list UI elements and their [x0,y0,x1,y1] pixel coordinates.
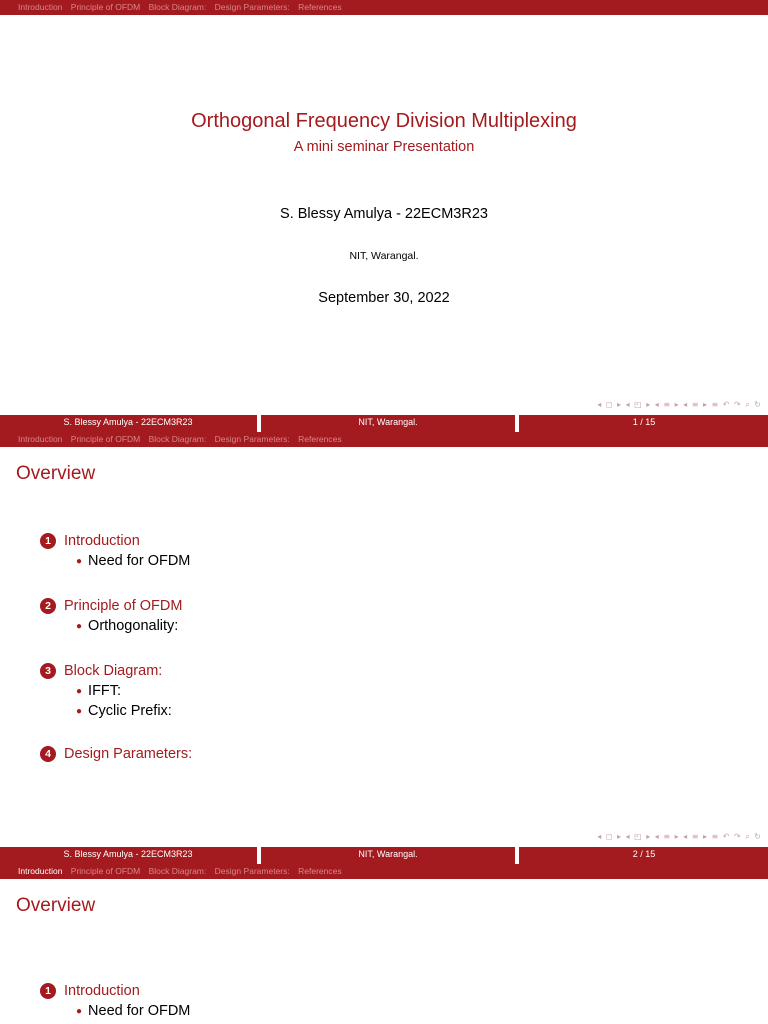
title-block [0,110,768,306]
nav-principle-of-ofdm[interactable]: Principle of OFDM [70,434,141,444]
nav-design-parameters[interactable]: Design Parameters: [214,2,290,12]
title-slide [0,0,768,432]
toc-section[interactable] [40,745,192,764]
toc-subsection[interactable] [76,681,192,701]
slide-footer [0,415,768,432]
nav-introduction[interactable]: Introduction [18,434,63,444]
section-navbar [0,432,768,447]
footer-page-number: 2 / 15 [632,849,656,859]
toc-section[interactable] [40,597,192,616]
nav-principle-of-ofdm[interactable]: Principle of OFDM [70,866,141,876]
presentation-title: Orthogonal Frequency Division Multiplexing [191,110,577,132]
table-of-contents [40,532,192,764]
nav-block-diagram[interactable]: Block Diagram: [148,434,207,444]
toc-subsection-label: IFFT: [88,683,122,699]
bullet-icon: ● [76,1006,83,1017]
beamer-navigation-icons[interactable]: ◂ ◻ ▸ ◂ ◰ ▸ ◂ ≡ ▸ ◂ ≡ ▸ ≡ ↶ ↷ ⌕ ↻ [597,400,762,409]
nav-references[interactable]: References [298,866,342,876]
frame-title: Overview [16,895,96,916]
toc-section-label: Principle of OFDM [64,598,183,614]
frame-title: Overview [16,463,96,484]
overview-slide [0,432,768,864]
bullet-icon: ● [76,686,83,697]
nav-block-diagram[interactable]: Block Diagram: [148,866,207,876]
toc-subsection[interactable] [76,701,192,721]
footer-author: S. Blessy Amulya - 22ECM3R23 [63,417,193,427]
footer-divider [515,847,519,864]
toc-section[interactable] [40,982,190,1001]
overview-slide-partial [0,864,768,1024]
toc-subsection-label: Cyclic Prefix: [88,703,172,719]
presentation-subtitle: A mini seminar Presentation [293,139,475,155]
section-navbar [0,0,768,15]
bullet-icon: ● [76,556,83,567]
toc-subsection-label: Need for OFDM [88,553,191,569]
section-navbar [0,864,768,879]
toc-section-label: Introduction [64,983,140,999]
toc-subsection[interactable] [76,551,192,571]
toc-subsection[interactable] [76,616,192,636]
nav-references[interactable]: References [298,2,342,12]
footer-institute: NIT, Warangal. [358,417,418,427]
toc-subsection-label: Need for OFDM [88,1003,191,1019]
bullet-icon: ● [76,621,83,632]
nav-references[interactable]: References [298,434,342,444]
section-number-badge: 1 [40,533,56,549]
nav-introduction[interactable]: Introduction [18,866,63,876]
table-of-contents [40,982,190,1021]
presentation-date: September 30, 2022 [318,290,450,306]
author-name: S. Blessy Amulya - 22ECM3R23 [280,206,488,222]
toc-section-label: Block Diagram: [64,663,163,679]
toc-subsection-label: Orthogonality: [88,618,179,634]
toc-section-label: Introduction [64,533,140,549]
toc-section[interactable] [40,532,192,551]
section-number-badge: 1 [40,983,56,999]
nav-design-parameters[interactable]: Design Parameters: [214,866,290,876]
footer-divider [515,415,519,432]
section-number-badge: 3 [40,663,56,679]
toc-section[interactable] [40,662,192,681]
section-number-badge: 2 [40,598,56,614]
footer-author: S. Blessy Amulya - 22ECM3R23 [63,849,193,859]
footer-page-number: 1 / 15 [632,417,656,427]
nav-block-diagram[interactable]: Block Diagram: [148,2,207,12]
bullet-icon: ● [76,706,83,717]
nav-principle-of-ofdm[interactable]: Principle of OFDM [70,2,141,12]
slide-footer [0,847,768,864]
section-number-badge: 4 [40,746,56,762]
nav-design-parameters[interactable]: Design Parameters: [214,434,290,444]
nav-introduction[interactable]: Introduction [18,2,63,12]
beamer-navigation-icons[interactable]: ◂ ◻ ▸ ◂ ◰ ▸ ◂ ≡ ▸ ◂ ≡ ▸ ≡ ↶ ↷ ⌕ ↻ [597,832,762,841]
institute-name: NIT, Warangal. [349,250,419,262]
footer-institute: NIT, Warangal. [358,849,418,859]
toc-subsection[interactable] [76,1001,190,1021]
toc-section-label: Design Parameters: [64,746,193,762]
